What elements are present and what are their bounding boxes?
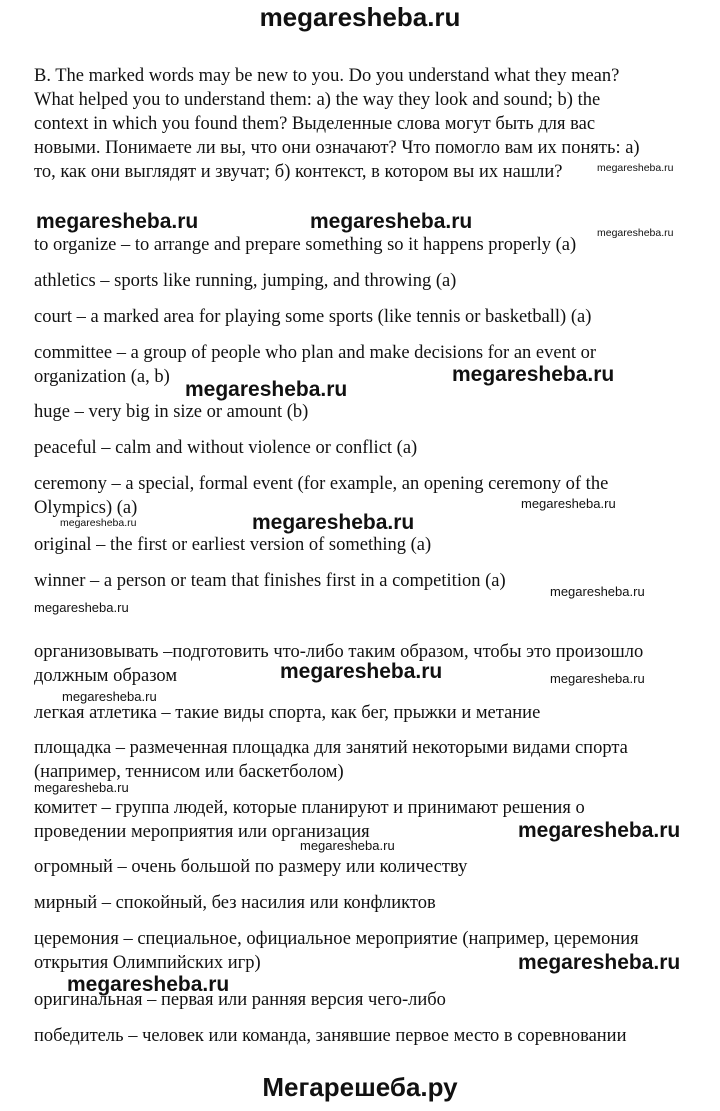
watermark: megaresheba.ru [550,584,645,599]
watermark: megaresheba.ru [452,363,615,386]
russian-def-organize: организовывать –подготовить что-либо таким образом, чтобы это произошло [34,642,644,662]
english-def-athletics: athletics – sports like running, jumping, and throwing (a) [34,271,457,291]
watermark: megaresheba.ru [34,600,129,615]
english-def-committee-cont: organization (a, b) [34,367,170,387]
intro-line-1: B. The marked words may be new to you. Do you understand what they mean? [34,66,620,86]
english-def-ceremony: ceremony – a special, formal event (for example, an opening ceremony of the [34,474,609,494]
russian-def-organize-cont: должным образом [34,666,178,686]
intro-line-4: новыми. Понимаете ли вы, что они означают? Что помогло вам их понять: а) [34,138,640,158]
watermark: megaresheba.ru [36,210,199,233]
watermark: megaresheba.ru [518,951,681,974]
english-def-winner: winner – a person or team that finishes first in a competition (a) [34,571,506,591]
russian-def-winner: победитель – человек или команда, занявшие первое место в соревновании [34,1026,627,1046]
watermark: megaresheba.ru [597,162,674,174]
watermark: megaresheba.ru [310,210,473,233]
watermark: megaresheba.ru [300,838,395,853]
russian-def-huge: огромный – очень большой по размеру или количеству [34,857,468,877]
page-footer-site: Мегарешеба.ру [262,1072,458,1102]
russian-def-athletics: легкая атлетика – такие виды спорта, как бег, прыжки и метание [34,703,541,723]
watermark: megaresheba.ru [67,973,230,996]
watermark: megaresheba.ru [280,660,443,683]
english-def-peaceful: peaceful – calm and without violence or conflict (a) [34,438,418,458]
russian-def-ceremony-cont: открытия Олимпийских игр) [34,953,261,973]
intro-line-2: What helped you to understand them: a) the way they look and sound; b) the [34,90,601,110]
intro-line-5: то, как они выглядят и звучат; б) контекст, в котором вы их нашли? [34,162,563,182]
russian-def-court-cont: (например, теннисом или баскетболом) [34,762,344,782]
russian-def-peaceful: мирный – спокойный, без насилия или конфликтов [34,893,436,913]
watermark: megaresheba.ru [60,517,137,529]
russian-def-ceremony: церемония – специальное, официальное мероприятие (например, церемония [34,929,639,949]
watermark: megaresheba.ru [185,378,348,401]
watermark: megaresheba.ru [597,227,674,239]
watermark: megaresheba.ru [521,496,616,511]
english-def-huge: huge – very big in size or amount (b) [34,402,309,422]
intro-line-3: context in which you found them? Выделенные слова могут быть для вас [34,114,596,134]
watermark: megaresheba.ru [62,689,157,704]
russian-def-committee-cont: проведении мероприятия или организация [34,822,370,842]
russian-def-court: площадка – размеченная площадка для занятий некоторыми видами спорта [34,738,628,758]
english-def-organize: to organize – to arrange and prepare something so it happens properly (a) [34,235,577,255]
watermark: megaresheba.ru [252,511,415,534]
russian-def-original: оригинальная – первая или ранняя версия чего-либо [34,990,446,1010]
watermark: megaresheba.ru [518,819,681,842]
english-def-ceremony-cont: Olympics) (a) [34,498,138,518]
english-def-committee: committee – a group of people who plan and make decisions for an event or [34,343,597,363]
watermark: megaresheba.ru [550,671,645,686]
watermark: megaresheba.ru [34,780,129,795]
english-def-court: court – a marked area for playing some sports (like tennis or basketball) (a) [34,307,592,327]
russian-def-committee: комитет – группа людей, которые планируют и принимают решения о [34,798,585,818]
english-def-original: original – the first or earliest version of something (a) [34,535,432,555]
page-header-site: megaresheba.ru [259,2,461,32]
